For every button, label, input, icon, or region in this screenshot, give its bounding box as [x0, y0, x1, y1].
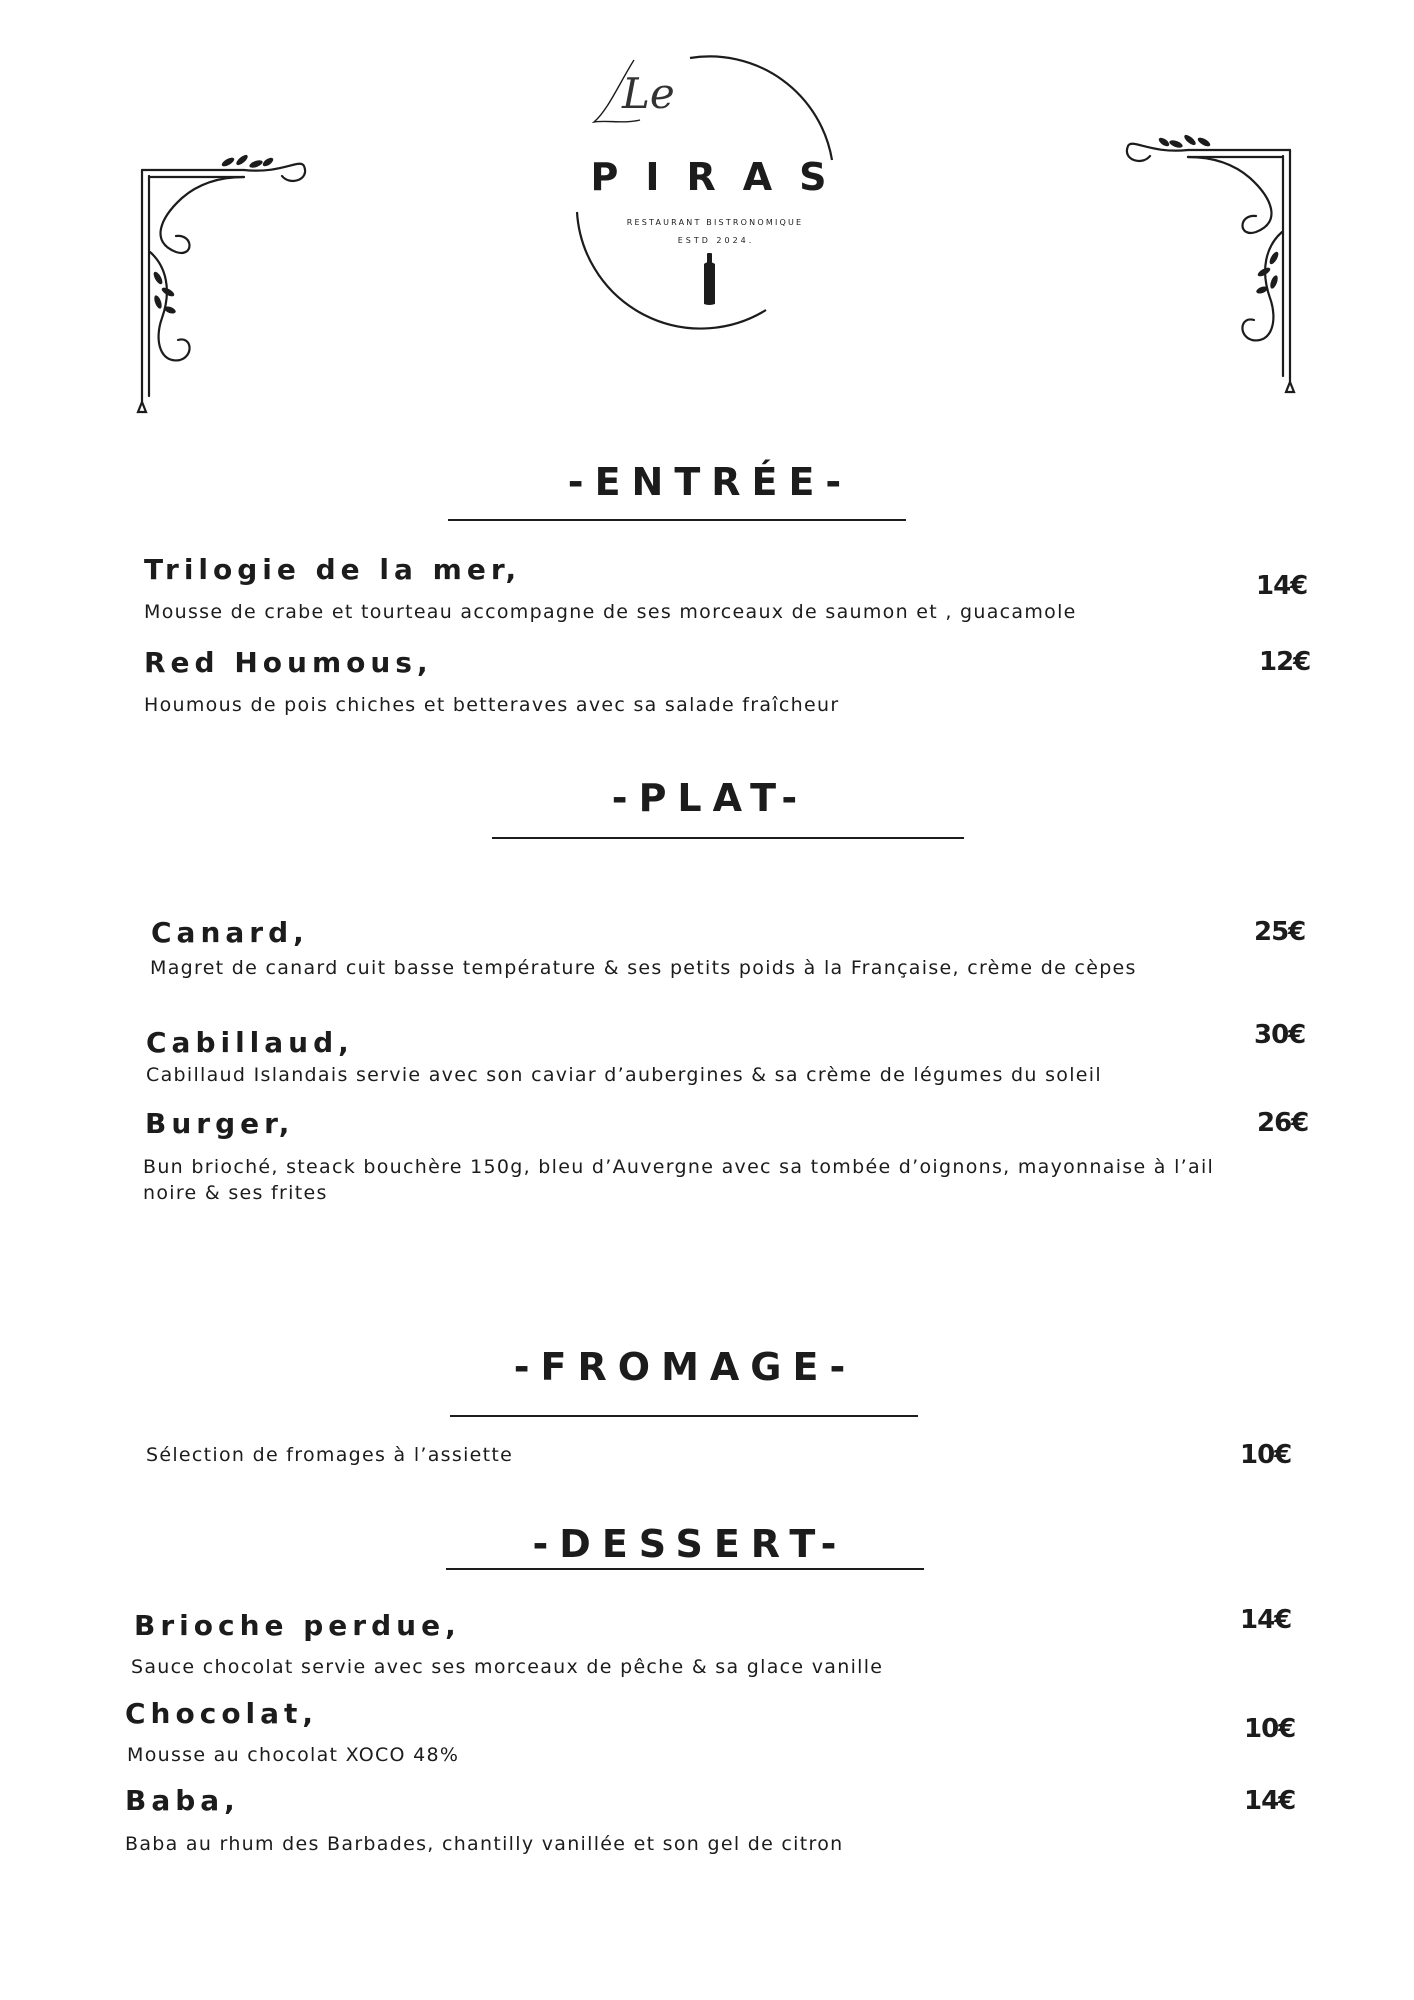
section-divider: [448, 519, 906, 521]
dish-name: Red Houmous,: [144, 646, 433, 679]
dish-price: 14€: [1240, 1605, 1292, 1635]
dish-description: Mousse au chocolat XOCO 48%: [127, 1744, 460, 1766]
section-divider: [446, 1568, 924, 1570]
dish-price: 10€: [1240, 1440, 1292, 1470]
wine-bottle-icon: [704, 253, 715, 305]
dish-description: Sélection de fromages à l’assiette: [146, 1444, 514, 1466]
dish-name: Baba,: [125, 1784, 240, 1817]
dish-price: 26€: [1257, 1108, 1309, 1138]
dish-price: 14€: [1244, 1786, 1296, 1816]
dish-name: Burger,: [145, 1107, 295, 1140]
dish-price: 14€: [1256, 571, 1308, 601]
dish-name: Canard,: [151, 916, 309, 949]
dish-name: Trilogie de la mer,: [144, 553, 522, 586]
section-divider: [492, 837, 964, 839]
dish-price: 12€: [1259, 647, 1311, 677]
section-title-plat: -PLAT-: [611, 776, 809, 820]
dish-name: Brioche perdue,: [134, 1609, 461, 1642]
restaurant-logo: [570, 40, 860, 330]
corner-ornament-icon: [132, 150, 322, 420]
dish-description: Sauce chocolat servie avec ses morceaux de pêche & sa glace vanille: [131, 1656, 884, 1678]
dish-description: Cabillaud Islandais servie avec son caviar d’aubergines & sa crème de légumes du soleil: [146, 1064, 1102, 1086]
dish-description: Baba au rhum des Barbades, chantilly vanillée et son gel de citron: [125, 1833, 844, 1855]
logo-circle: [570, 40, 860, 330]
dish-description: Bun brioché, steack bouchère 150g, bleu d’Auvergne avec sa tombée d’oignons, mayonnaise à l’ail noire & ses frites: [143, 1156, 1215, 1204]
corner-ornament-icon: [1110, 130, 1300, 400]
dish-price: 30€: [1254, 1020, 1306, 1050]
logo-script: Le: [622, 69, 675, 118]
dish-name: Chocolat,: [125, 1697, 319, 1730]
dish-name: Cabillaud,: [146, 1026, 354, 1059]
logo-established: ESTD 2024.: [677, 236, 755, 245]
dish-price: 10€: [1244, 1714, 1296, 1744]
logo-tagline: RESTAURANT BISTRONOMIQUE: [626, 218, 804, 227]
dish-description: Mousse de crabe et tourteau accompagne de ses morceaux de saumon et , guacamole: [144, 601, 1077, 623]
dish-description: Magret de canard cuit basse température & ses petits poids à la Française, crème de cèpes: [150, 957, 1137, 979]
section-divider: [450, 1415, 918, 1417]
section-title-entree: -ENTRÉE-: [567, 460, 853, 504]
dish-description: Houmous de pois chiches et betteraves avec sa salade fraîcheur: [144, 694, 840, 716]
dish-price: 25€: [1254, 917, 1306, 947]
section-title-fromage: -FROMAGE-: [513, 1345, 857, 1389]
section-title-dessert: -DESSERT-: [532, 1522, 848, 1566]
logo-name: PIRAS: [590, 155, 854, 199]
